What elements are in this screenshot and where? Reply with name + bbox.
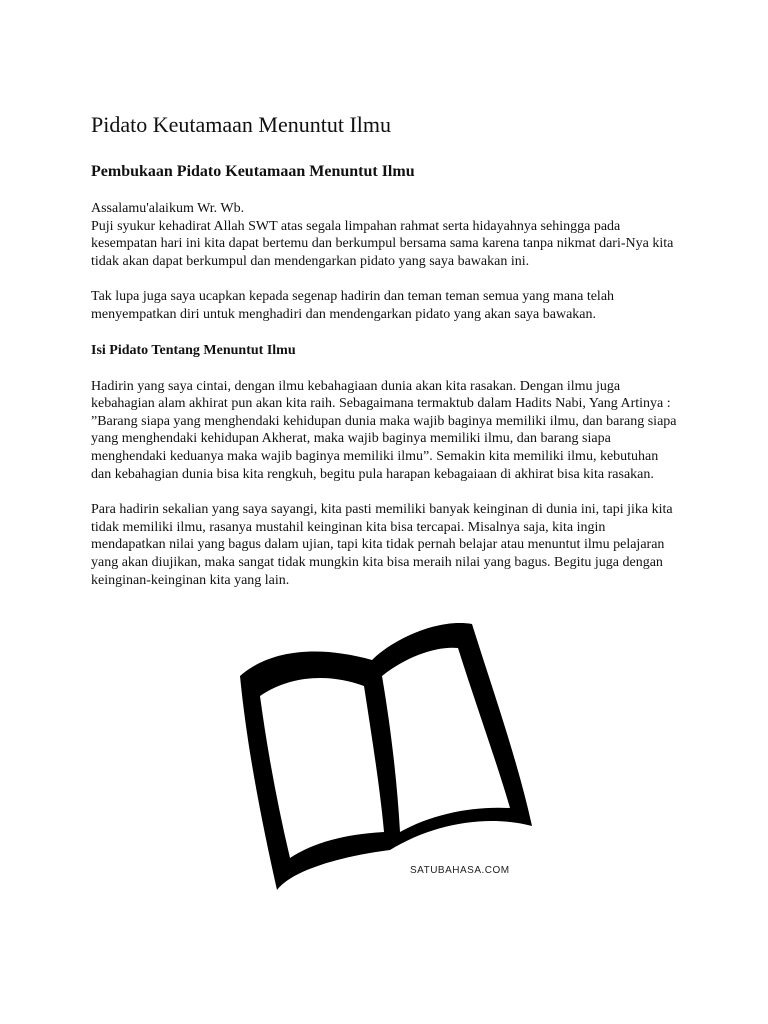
- document-title: Pidato Keutamaan Menuntut Ilmu: [91, 112, 391, 137]
- document-subtitle: Pembukaan Pidato Keutamaan Menuntut Ilmu: [91, 163, 415, 180]
- open-book-icon: [232, 618, 542, 893]
- paragraph-3-text: Hadirin yang saya cintai, dengan ilmu kebahagiaan dunia akan kita rasakan. Dengan ilmu juga kebahagian alam akhirat pun akan kita raih. Sebagaimana termaktub dalam Hadits Nabi, Yang Artinya : ”Barang siapa yang menghendaki kehidupan dunia maka wajib baginya memiliki ilmu, dan barang siapa yang menghendaki kehidupan Akherat, maka wajib baginya memiliki ilmu, dan barang siapa menghendaki keduanya maka wajib baginya memiliki ilmu”. Semakin kita memiliki ilmu, kebutuhan dan kebahagian dunia bisa kita rengkuh, begitu pula harapan kebagaiaan di akhirat bisa kita rasakan.: [91, 378, 677, 482]
- opening-paragraph: [91, 200, 681, 270]
- paragraph-4-text: Para hadirin sekalian yang saya sayangi, kita pasti memiliki banyak keinginan di dunia ini, tapi jika kita tidak memiliki ilmu, rasanya mustahil keinginan kita bisa tercapai. Misalnya saja, kita ingin mendapatkan nilai yang bagus dalam ujian, tapi kita tidak pernah belajar atau menuntut ilmu pelajaran yang akan diujikan, maka sangat tidak mungkin kita bisa meraih nilai yang bagus. Begitu juga dengan keinginan-keinginan kita yang lain.: [91, 502, 673, 588]
- paragraph-2-text: Tak lupa juga saya ucapkan kepada segenap hadirin dan teman teman semua yang mana telah menyempatkan diri untuk menghadiri dan mendengarkan pidato yang akan saya bawakan.: [91, 289, 615, 322]
- paragraph-4: [91, 501, 681, 589]
- document-page: [91, 112, 681, 607]
- section-heading: Isi Pidato Tentang Menuntut Ilmu: [91, 342, 296, 358]
- paragraph-3: [91, 378, 681, 484]
- opening-text: Puji syukur kehadirat Allah SWT atas segala limpahan rahmat serta hidayahnya sehingga pada kesempatan hari ini kita dapat bertemu dan berkumpul bersama sama karena tanpa nikmat dari-Nya kita tidak akan dapat berkumpul dan mendengarkan pidato yang saya bawakan ini.: [91, 218, 674, 269]
- watermark-text: SATUBAHASA.COM: [410, 865, 510, 876]
- greeting-text: Assalamu'alaikum Wr. Wb.: [91, 201, 245, 216]
- paragraph-2: [91, 288, 681, 323]
